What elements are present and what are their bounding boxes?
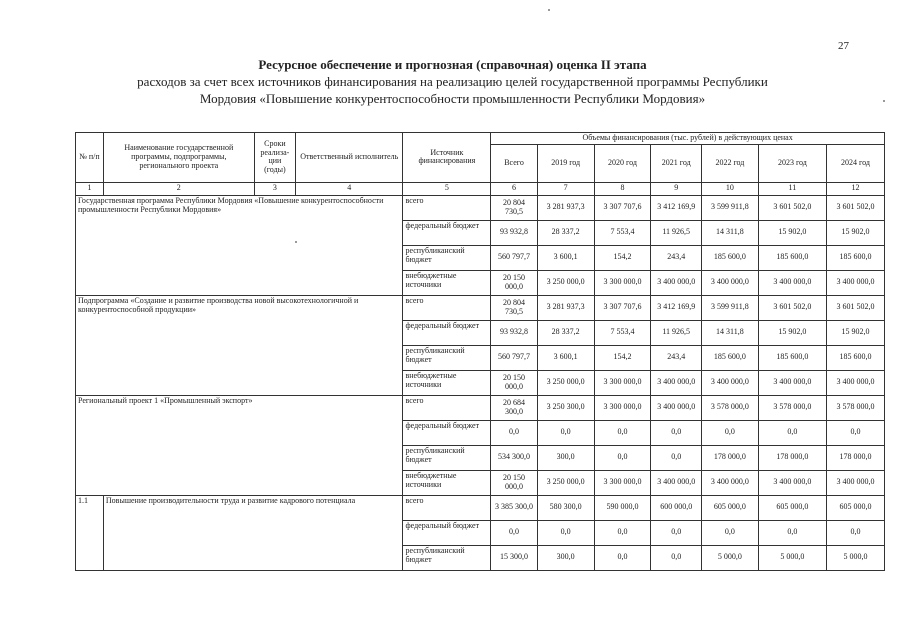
year-value-cell: 3 300 000,0 bbox=[594, 395, 651, 420]
year-value-cell: 3 400 000,0 bbox=[826, 470, 884, 495]
year-value-cell: 3 400 000,0 bbox=[651, 270, 702, 295]
year-value-cell: 3 400 000,0 bbox=[651, 470, 702, 495]
funding-source-cell: республиканский бюджет bbox=[403, 345, 491, 370]
year-value-cell: 0,0 bbox=[537, 420, 594, 445]
column-number: 12 bbox=[826, 182, 884, 195]
program-name-cell: Региональный проект 1 «Промышленный экспорт» bbox=[76, 395, 403, 495]
total-value-cell: 93 932,8 bbox=[491, 220, 537, 245]
year-value-cell: 15 902,0 bbox=[826, 220, 884, 245]
year-value-cell: 154,2 bbox=[594, 345, 651, 370]
year-value-cell: 3 599 911,8 bbox=[702, 195, 759, 220]
year-value-cell: 3 400 000,0 bbox=[702, 470, 759, 495]
program-name-cell: Подпрограмма «Создание и развитие производства новой высокотехнологичной и конкурентоспособной продукции» bbox=[76, 295, 403, 395]
year-value-cell: 243,4 bbox=[651, 345, 702, 370]
table-row bbox=[76, 195, 885, 220]
header-year: 2021 год bbox=[651, 144, 702, 182]
year-value-cell: 3 300 000,0 bbox=[594, 270, 651, 295]
year-value-cell: 3 400 000,0 bbox=[758, 470, 826, 495]
header-year: 2024 год bbox=[826, 144, 884, 182]
funding-source-cell: федеральный бюджет bbox=[403, 220, 491, 245]
year-value-cell: 580 300,0 bbox=[537, 495, 594, 520]
year-value-cell: 3 412 169,9 bbox=[651, 195, 702, 220]
total-value-cell: 20 150 000,0 bbox=[491, 270, 537, 295]
total-value-cell: 0,0 bbox=[491, 420, 537, 445]
year-value-cell: 300,0 bbox=[537, 545, 594, 570]
column-number: 7 bbox=[537, 182, 594, 195]
year-value-cell: 28 337,2 bbox=[537, 320, 594, 345]
funding-source-cell: республиканский бюджет bbox=[403, 545, 491, 570]
year-value-cell: 605 000,0 bbox=[758, 495, 826, 520]
document-subtitle-line1: расходов за счет всех источников финансирования на реализацию целей государственной программы Республики bbox=[137, 74, 768, 89]
year-value-cell: 15 902,0 bbox=[758, 320, 826, 345]
year-value-cell: 0,0 bbox=[651, 545, 702, 570]
funding-source-cell: внебюджетные источники bbox=[403, 470, 491, 495]
year-value-cell: 0,0 bbox=[702, 520, 759, 545]
year-value-cell: 3 400 000,0 bbox=[758, 370, 826, 395]
year-value-cell: 3 578 000,0 bbox=[758, 395, 826, 420]
header-executor: Ответственный исполнитель bbox=[296, 133, 403, 183]
year-value-cell: 3 307 707,6 bbox=[594, 195, 651, 220]
year-value-cell: 243,4 bbox=[651, 245, 702, 270]
year-value-cell: 600 000,0 bbox=[651, 495, 702, 520]
column-number: 11 bbox=[758, 182, 826, 195]
total-value-cell: 20 804 730,5 bbox=[491, 295, 537, 320]
year-value-cell: 605 000,0 bbox=[702, 495, 759, 520]
column-number: 2 bbox=[103, 182, 254, 195]
year-value-cell: 28 337,2 bbox=[537, 220, 594, 245]
year-value-cell: 0,0 bbox=[758, 520, 826, 545]
year-value-cell: 3 400 000,0 bbox=[702, 270, 759, 295]
total-value-cell: 560 797,7 bbox=[491, 245, 537, 270]
header-year: 2023 год bbox=[758, 144, 826, 182]
year-value-cell: 605 000,0 bbox=[826, 495, 884, 520]
year-value-cell: 14 311,8 bbox=[702, 320, 759, 345]
header-year: 2022 год bbox=[702, 144, 759, 182]
year-value-cell: 3 412 169,9 bbox=[651, 295, 702, 320]
year-value-cell: 185 600,0 bbox=[702, 345, 759, 370]
table-row bbox=[76, 395, 885, 420]
column-number: 6 bbox=[491, 182, 537, 195]
year-value-cell: 3 250 300,0 bbox=[537, 395, 594, 420]
total-value-cell: 0,0 bbox=[491, 520, 537, 545]
year-value-cell: 5 000,0 bbox=[702, 545, 759, 570]
total-value-cell: 93 932,8 bbox=[491, 320, 537, 345]
total-value-cell: 3 385 300,0 bbox=[491, 495, 537, 520]
year-value-cell: 3 400 000,0 bbox=[826, 270, 884, 295]
year-value-cell: 3 250 000,0 bbox=[537, 270, 594, 295]
column-number: 1 bbox=[76, 182, 104, 195]
year-value-cell: 3 300 000,0 bbox=[594, 370, 651, 395]
header-terms: Сроки реализа- ции (годы) bbox=[254, 133, 295, 183]
year-value-cell: 590 000,0 bbox=[594, 495, 651, 520]
year-value-cell: 0,0 bbox=[594, 520, 651, 545]
year-value-cell: 178 000,0 bbox=[826, 445, 884, 470]
year-value-cell: 5 000,0 bbox=[758, 545, 826, 570]
header-num: № п/п bbox=[76, 133, 104, 183]
year-value-cell: 3 307 707,6 bbox=[594, 295, 651, 320]
year-value-cell: 0,0 bbox=[826, 420, 884, 445]
year-value-cell: 185 600,0 bbox=[758, 345, 826, 370]
column-number-row bbox=[76, 182, 885, 195]
year-value-cell: 3 250 000,0 bbox=[537, 370, 594, 395]
funding-source-cell: федеральный бюджет bbox=[403, 520, 491, 545]
funding-source-cell: внебюджетные источники bbox=[403, 370, 491, 395]
table-row bbox=[76, 295, 885, 320]
year-value-cell: 178 000,0 bbox=[758, 445, 826, 470]
document-title: Ресурсное обеспечение и прогнозная (справочная) оценка II этапа bbox=[258, 57, 647, 72]
funding-source-cell: республиканский бюджет bbox=[403, 445, 491, 470]
column-number: 3 bbox=[254, 182, 295, 195]
header-name: Наименование государственной программы, подпрограммы, регионального проекта bbox=[103, 133, 254, 183]
year-value-cell: 3 601 502,0 bbox=[758, 195, 826, 220]
total-value-cell: 534 300,0 bbox=[491, 445, 537, 470]
year-value-cell: 178 000,0 bbox=[702, 445, 759, 470]
header-year: 2019 год bbox=[537, 144, 594, 182]
year-value-cell: 7 553,4 bbox=[594, 320, 651, 345]
year-value-cell: 7 553,4 bbox=[594, 220, 651, 245]
year-value-cell: 185 600,0 bbox=[758, 245, 826, 270]
year-value-cell: 11 926,5 bbox=[651, 320, 702, 345]
year-value-cell: 3 400 000,0 bbox=[826, 370, 884, 395]
total-value-cell: 20 684 300,0 bbox=[491, 395, 537, 420]
financing-table bbox=[75, 132, 885, 571]
table-row bbox=[76, 495, 885, 520]
total-value-cell: 20 804 730,5 bbox=[491, 195, 537, 220]
year-value-cell: 0,0 bbox=[594, 445, 651, 470]
year-value-cell: 15 902,0 bbox=[758, 220, 826, 245]
total-value-cell: 20 150 000,0 bbox=[491, 370, 537, 395]
year-value-cell: 154,2 bbox=[594, 245, 651, 270]
year-value-cell: 3 300 000,0 bbox=[594, 470, 651, 495]
total-value-cell: 15 300,0 bbox=[491, 545, 537, 570]
year-value-cell: 185 600,0 bbox=[702, 245, 759, 270]
year-value-cell: 5 000,0 bbox=[826, 545, 884, 570]
funding-source-cell: внебюджетные источники bbox=[403, 270, 491, 295]
year-value-cell: 0,0 bbox=[651, 420, 702, 445]
program-name-cell: Повышение производительности труда и развитие кадрового потенциала bbox=[103, 495, 403, 570]
year-value-cell: 0,0 bbox=[651, 520, 702, 545]
column-number: 5 bbox=[403, 182, 491, 195]
year-value-cell: 3 578 000,0 bbox=[702, 395, 759, 420]
year-value-cell: 0,0 bbox=[594, 545, 651, 570]
page-number: 27 bbox=[838, 40, 849, 52]
year-value-cell: 3 400 000,0 bbox=[651, 370, 702, 395]
header-volumes: Объемы финансирования (тыс. рублей) в действующих ценах bbox=[491, 133, 885, 145]
header-year: 2020 год bbox=[594, 144, 651, 182]
column-number: 8 bbox=[594, 182, 651, 195]
funding-source-cell: всего bbox=[403, 195, 491, 220]
scan-speck bbox=[548, 9, 550, 11]
year-value-cell: 3 600,1 bbox=[537, 245, 594, 270]
funding-source-cell: всего bbox=[403, 395, 491, 420]
total-value-cell: 560 797,7 bbox=[491, 345, 537, 370]
document-subtitle-line2: Мордовия «Повышение конкурентоспособности промышленности Республики Мордовия» bbox=[199, 91, 706, 106]
program-name-cell: Государственная программа Республики Мордовия «Повышение конкурентоспособности промышленности Республики Мордовия» bbox=[76, 195, 403, 295]
year-value-cell: 3 600,1 bbox=[537, 345, 594, 370]
year-value-cell: 11 926,5 bbox=[651, 220, 702, 245]
row-number-cell: 1.1 bbox=[76, 495, 104, 570]
header-source: Источник финансирования bbox=[403, 133, 491, 183]
year-value-cell: 0,0 bbox=[758, 420, 826, 445]
funding-source-cell: федеральный бюджет bbox=[403, 320, 491, 345]
year-value-cell: 0,0 bbox=[594, 420, 651, 445]
funding-source-cell: республиканский бюджет bbox=[403, 245, 491, 270]
year-value-cell: 0,0 bbox=[537, 520, 594, 545]
year-value-cell: 3 400 000,0 bbox=[702, 370, 759, 395]
funding-source-cell: федеральный бюджет bbox=[403, 420, 491, 445]
year-value-cell: 3 601 502,0 bbox=[826, 195, 884, 220]
column-number: 9 bbox=[651, 182, 702, 195]
total-value-cell: 20 150 000,0 bbox=[491, 470, 537, 495]
year-value-cell: 3 601 502,0 bbox=[758, 295, 826, 320]
year-value-cell: 3 400 000,0 bbox=[758, 270, 826, 295]
year-value-cell: 3 578 000,0 bbox=[826, 395, 884, 420]
year-value-cell: 3 250 000,0 bbox=[537, 470, 594, 495]
year-value-cell: 0,0 bbox=[651, 445, 702, 470]
year-value-cell: 0,0 bbox=[826, 520, 884, 545]
year-value-cell: 185 600,0 bbox=[826, 245, 884, 270]
year-value-cell: 15 902,0 bbox=[826, 320, 884, 345]
column-number: 4 bbox=[296, 182, 403, 195]
year-value-cell: 14 311,8 bbox=[702, 220, 759, 245]
year-value-cell: 3 601 502,0 bbox=[826, 295, 884, 320]
year-value-cell: 185 600,0 bbox=[826, 345, 884, 370]
year-value-cell: 3 281 937,3 bbox=[537, 295, 594, 320]
year-value-cell: 3 400 000,0 bbox=[651, 395, 702, 420]
year-value-cell: 0,0 bbox=[702, 420, 759, 445]
year-value-cell: 3 599 911,8 bbox=[702, 295, 759, 320]
year-value-cell: 300,0 bbox=[537, 445, 594, 470]
header-total: Всего bbox=[491, 144, 537, 182]
year-value-cell: 3 281 937,3 bbox=[537, 195, 594, 220]
column-number: 10 bbox=[702, 182, 759, 195]
funding-source-cell: всего bbox=[403, 295, 491, 320]
funding-source-cell: всего bbox=[403, 495, 491, 520]
